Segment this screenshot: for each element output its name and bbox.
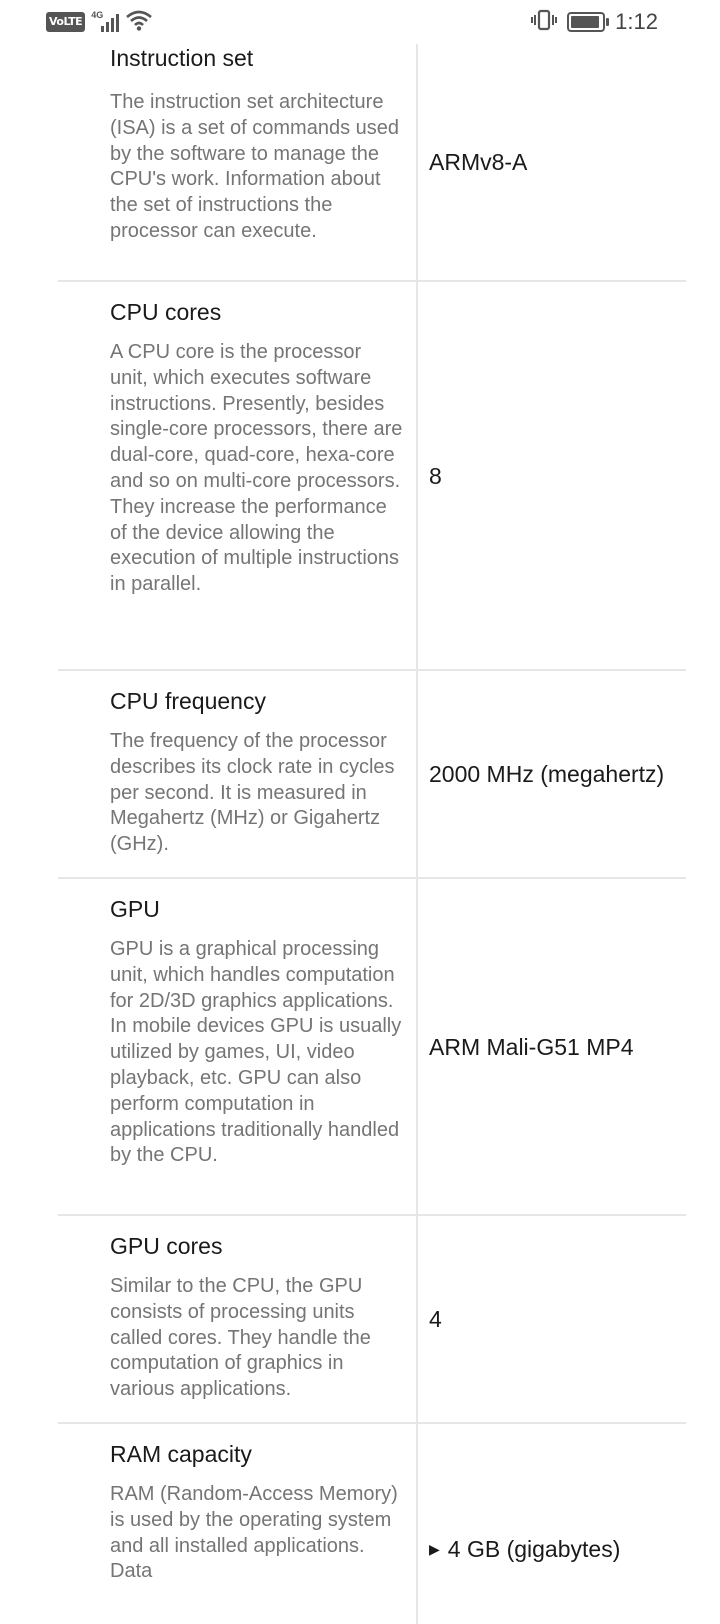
spec-title: GPU cores bbox=[110, 1233, 223, 1259]
status-bar-left bbox=[46, 10, 153, 34]
spec-value: 4 GB (gigabytes) bbox=[447, 1536, 621, 1562]
spec-label-cell bbox=[58, 44, 418, 280]
triangle-right-icon: ▶ bbox=[429, 1541, 440, 1557]
spec-description: GPU is a graphical processing unit, which handles computation for 2D/3D graphics applications. In mobile devices GPU is usually utilized by games, UI, video playback, etc. GPU can also perform computation in applications traditionally handled by the CPU. bbox=[110, 938, 402, 1167]
spec-value: 2000 MHz (megahertz) bbox=[429, 761, 665, 787]
spec-description: The instruction set architecture (ISA) is a set of commands used by the software to manage the CPU's work. Information about the set of instructions the processor can execute. bbox=[110, 91, 400, 242]
spec-description: RAM (Random-Access Memory) is used by the operating system and all installed applications. Data bbox=[110, 1483, 398, 1583]
status-bar bbox=[0, 0, 720, 44]
status-bar-right bbox=[531, 8, 658, 36]
spec-row-cpu-cores bbox=[58, 282, 686, 671]
spec-label-cell bbox=[58, 671, 418, 877]
spec-label-cell bbox=[58, 282, 418, 669]
volte-icon: VoLTE bbox=[46, 12, 85, 32]
signal-4g-icon bbox=[91, 12, 119, 32]
spec-row-ram-capacity bbox=[58, 1424, 686, 1624]
spec-row-instruction-set bbox=[58, 44, 686, 282]
spec-table bbox=[58, 44, 686, 1624]
vibrate-icon bbox=[531, 9, 557, 36]
spec-row-gpu bbox=[58, 879, 686, 1216]
spec-description: The frequency of the processor describes its clock rate in cycles per second. It is measured in Megahertz (MHz) or Gigahertz (GHz). bbox=[110, 730, 395, 856]
spec-description: A CPU core is the processor unit, which executes software instructions. Presently, besides single-core processors, there are dual-core, quad-core, hexa-core and so on multi-core processors. They increase the performance of the device allowing the execution of multiple instructions in parallel. bbox=[110, 341, 403, 596]
spec-title: GPU bbox=[110, 896, 160, 922]
spec-label-cell bbox=[58, 1424, 418, 1624]
spec-row-gpu-cores bbox=[58, 1216, 686, 1424]
spec-value: 4 bbox=[429, 1306, 442, 1332]
status-time: 1:12 bbox=[615, 9, 658, 34]
spec-title: RAM capacity bbox=[110, 1441, 252, 1467]
spec-value: ARM Mali-G51 MP4 bbox=[429, 1033, 634, 1060]
spec-title: Instruction set bbox=[110, 45, 254, 71]
wifi-icon bbox=[125, 9, 153, 36]
battery-icon bbox=[567, 12, 605, 32]
ram-value-expander[interactable] bbox=[418, 1424, 686, 1624]
spec-title: CPU frequency bbox=[110, 688, 266, 714]
network-type-label: 4G bbox=[91, 10, 104, 20]
spec-label-cell bbox=[58, 1216, 418, 1422]
spec-row-cpu-frequency bbox=[58, 671, 686, 879]
spec-label-cell bbox=[58, 879, 418, 1214]
spec-title: CPU cores bbox=[110, 299, 222, 325]
spec-value: 8 bbox=[429, 462, 442, 489]
spec-value: ARMv8-A bbox=[429, 149, 528, 175]
spec-description: Similar to the CPU, the GPU consists of processing units called cores. They handle the computation of graphics in various applications. bbox=[110, 1275, 371, 1401]
